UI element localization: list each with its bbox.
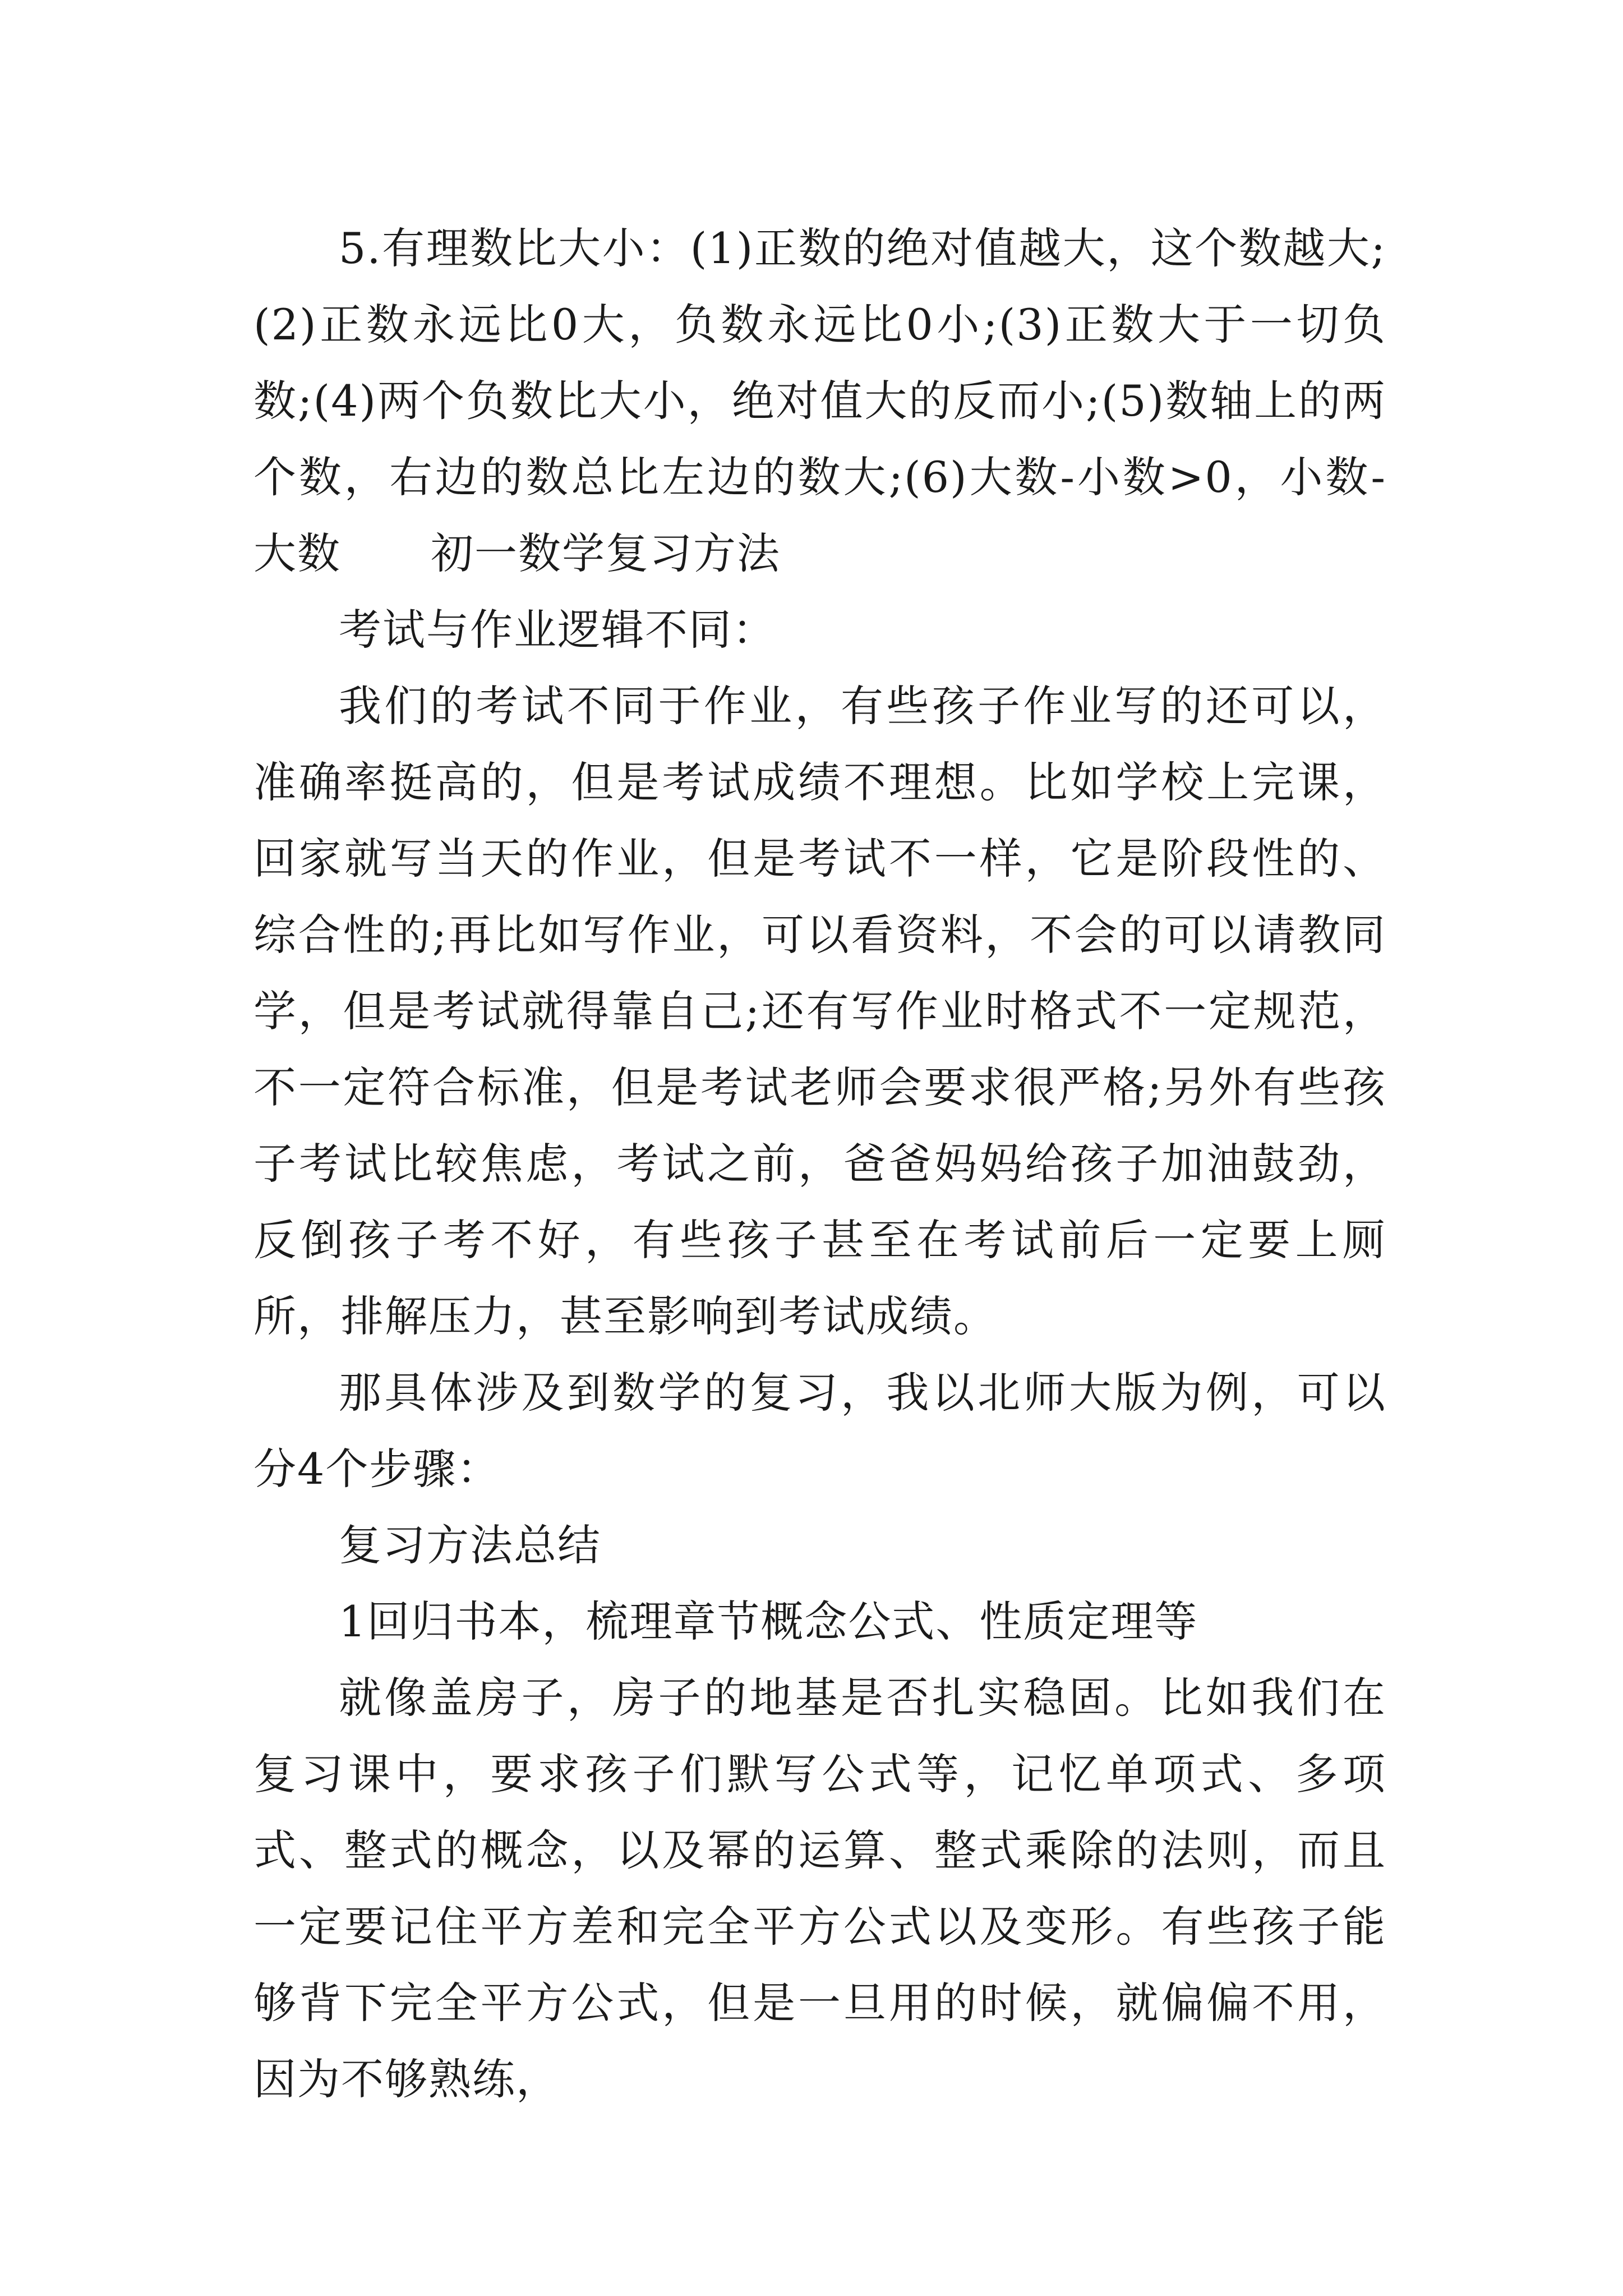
paragraph-exam-vs-homework-body: 我们的考试不同于作业，有些孩子作业写的还可以，准确率挺高的，但是考试成绩不理想。比如学校上完课，回家就写当天的作业，但是考试不一样，它是阶段性的、综合性的;再比如写作业，可以看资料，不会的可以请教同学，但是考试就得靠自己;还有写作业时格式不一定规范，不一定符合标准，但是考试老师会要求很严格;另外有些孩子考试比较焦虑，考试之前，爸爸妈妈给孩子加油鼓劲，反倒孩子考不好，有些孩子甚至在考试前后一定要上厕所，排解压力，甚至影响到考试成绩。 [253, 681, 1386, 1341]
paragraph-step-one-body: 就像盖房子，房子的地基是否扎实稳固。比如我们在复习课中，要求孩子们默写公式等，记忆单项式、多项式、整式的概念，以及幂的运算、整式乘除的法则，而且一定要记住平方差和完全平方公式以及变形。有些孩子能够背下完全平方公式，但是一旦用的时候，就偏偏不用，因为不够熟练， [253, 1673, 1386, 2104]
paragraph-review-summary-heading: 复习方法总结 [339, 1520, 601, 1570]
review-method-heading: 初一数学复习方法 [431, 528, 781, 578]
document-body [253, 210, 1386, 2118]
paragraph-rational-number-comparison [253, 210, 1386, 592]
paragraph-step-one-heading: 1回归书本，梳理章节概念公式、性质定理等 [339, 1596, 1198, 1646]
paragraph-review-steps-intro: 那具体涉及到数学的复习，我以北师大版为例，可以分4个步骤： [253, 1368, 1386, 1494]
paragraph-exam-vs-homework-heading: 考试与作业逻辑不同： [339, 605, 776, 655]
rational-number-rules-text: 5.有理数比大小：(1)正数的绝对值越大，这个数越大;(2)正数永远比0大，负数永远比0小;(3)正数大于一切负数;(4)两个负数比大小，绝对值大的反而小;(5)数轴上的两个数，右边的数总比左边的数大;(6)大数-小数>0，小数-大数 [253, 223, 1386, 578]
